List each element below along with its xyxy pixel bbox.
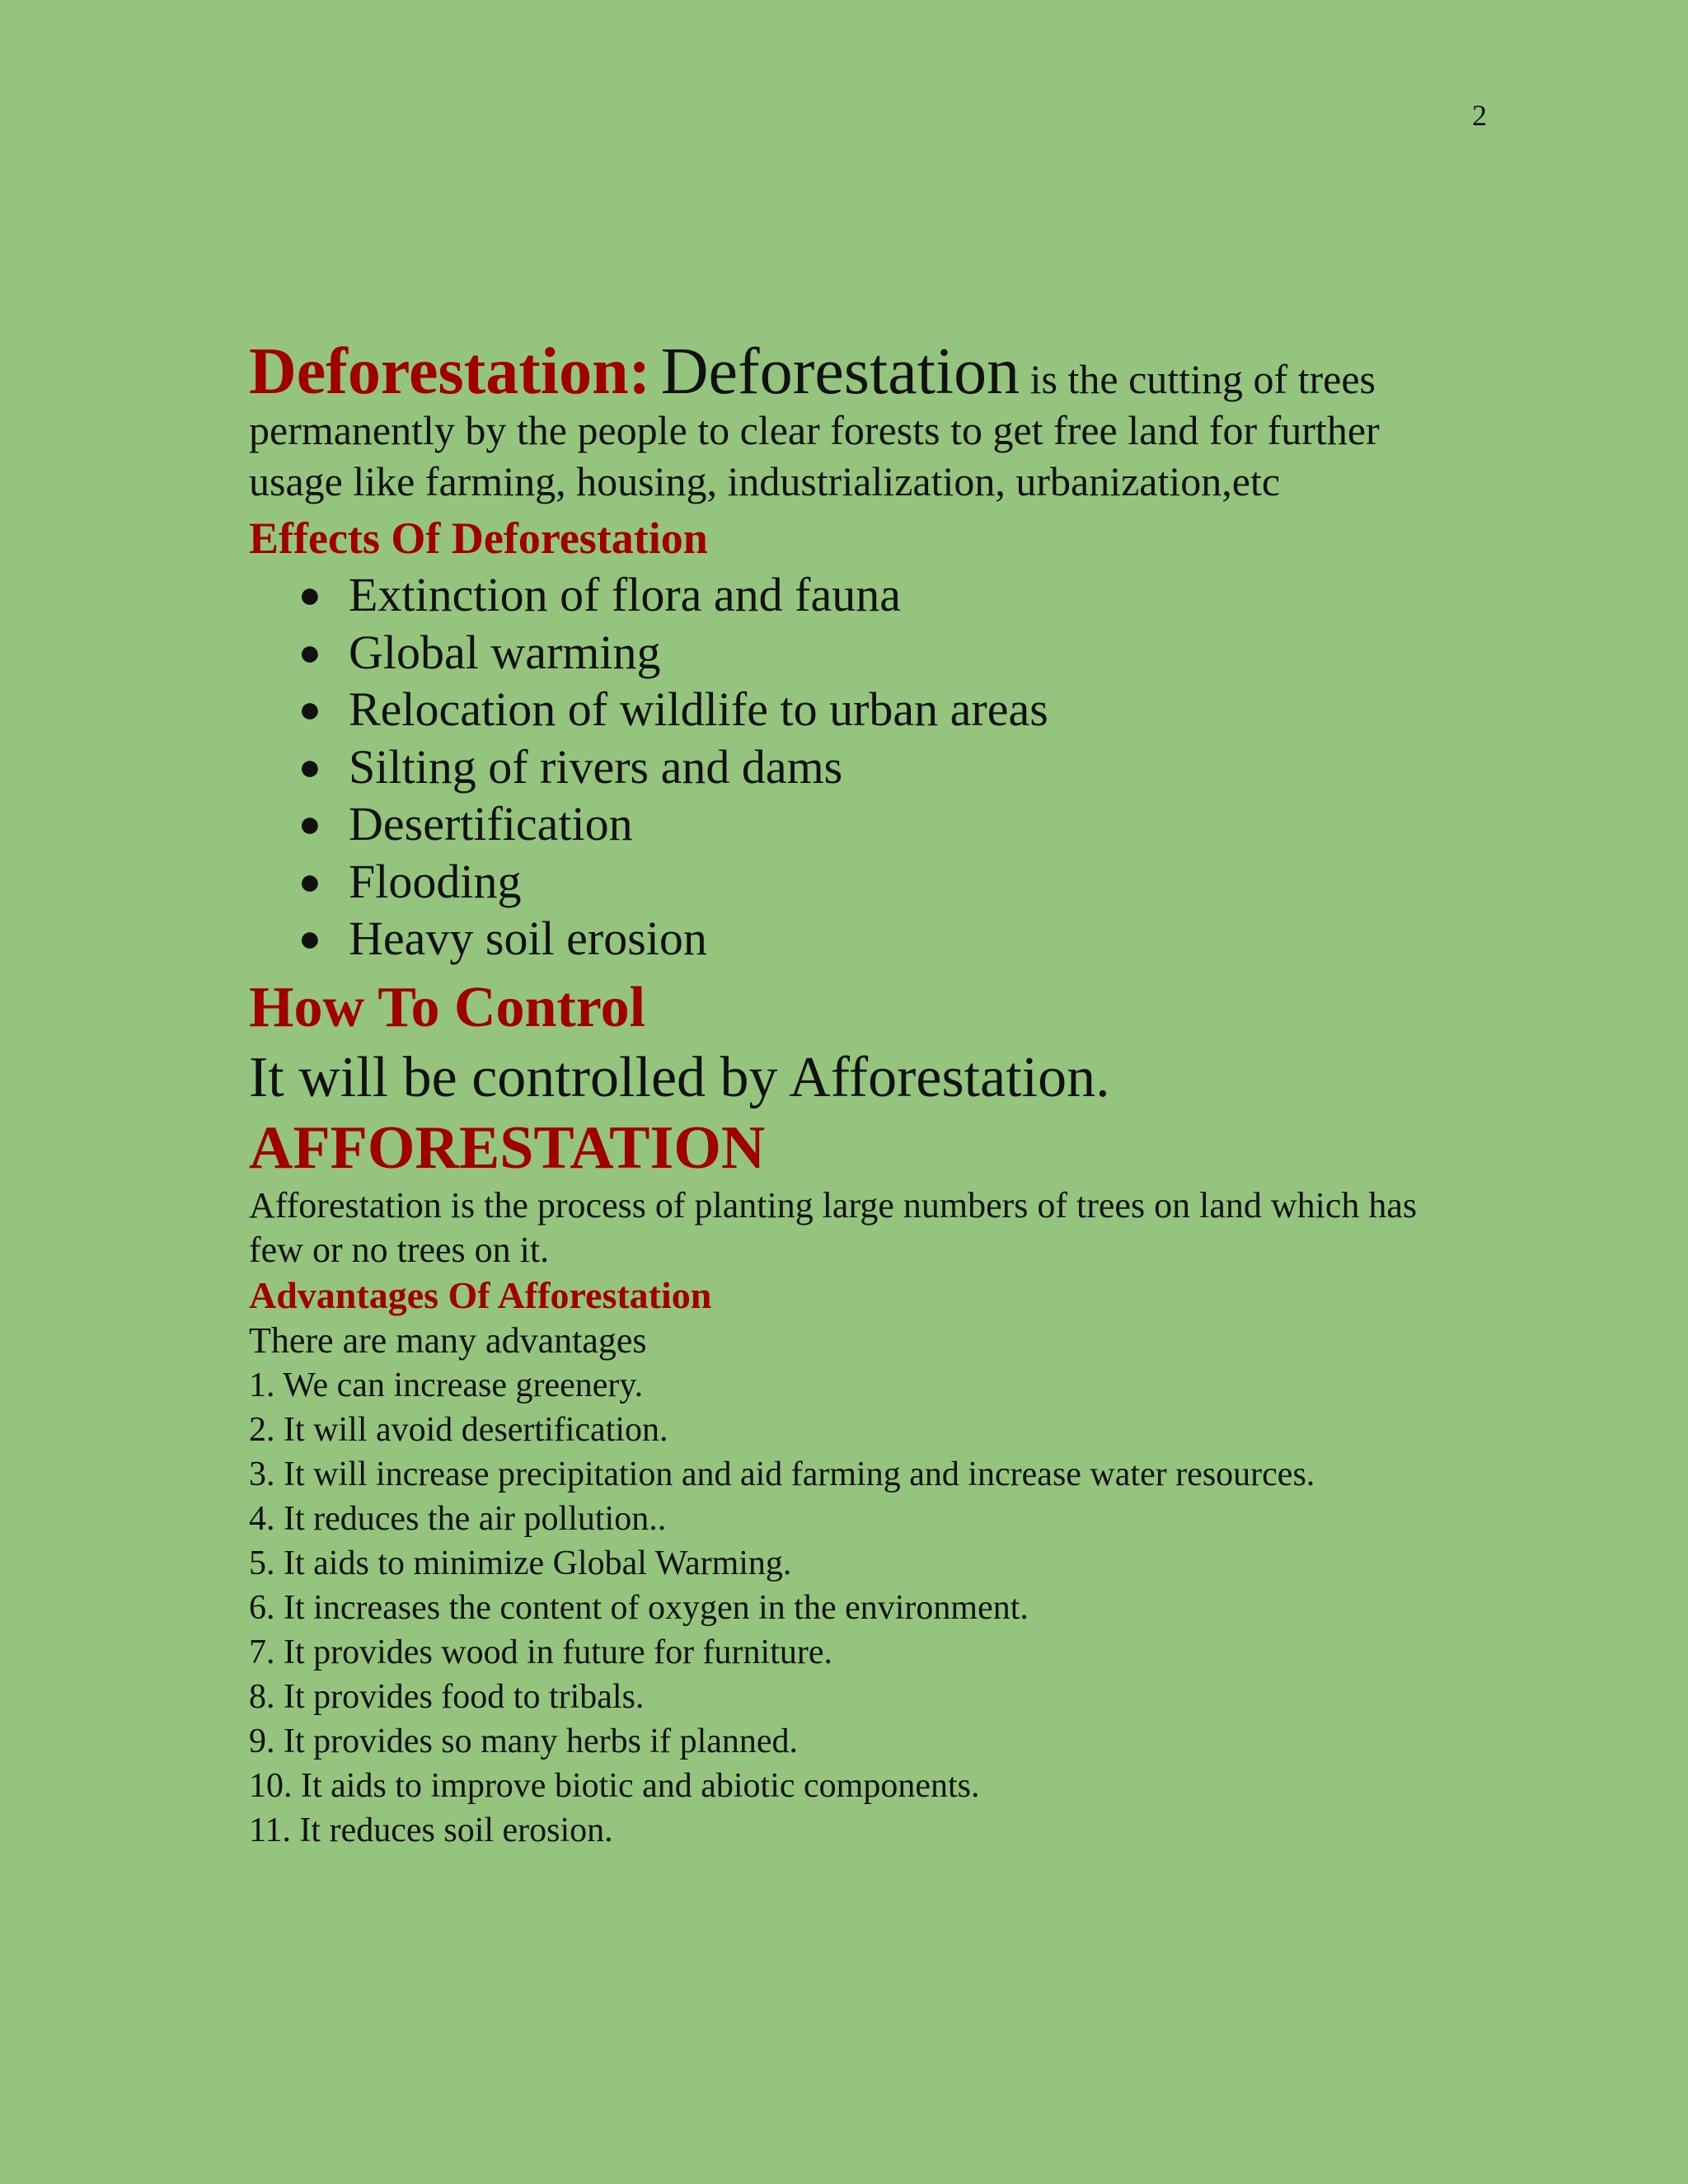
- advantages-list: [249, 1363, 1419, 1853]
- list-item: 8. It provides food to tribals.: [249, 1677, 645, 1716]
- effects-list: [249, 566, 1419, 968]
- control-heading: How To Control: [249, 975, 646, 1039]
- bullet-icon: ●: [298, 745, 321, 788]
- effect-text: Extinction of flora and fauna: [349, 568, 901, 621]
- list-item: [298, 853, 1419, 911]
- afforestation-definition: Afforestation is the process of planting large numbers of trees on land which has few or no trees on it.: [249, 1184, 1418, 1270]
- page-number: 2: [1472, 99, 1487, 132]
- list-item: [298, 566, 1419, 624]
- bullet-icon: ●: [298, 803, 321, 845]
- document-body: [249, 335, 1419, 1853]
- deforestation-intro: [249, 335, 1419, 507]
- list-item: [298, 624, 1419, 682]
- advantages-heading: Advantages Of Afforestation: [249, 1273, 712, 1316]
- list-item: [298, 681, 1419, 738]
- deforestation-term: Deforestation: [660, 335, 1020, 408]
- effect-text: Desertification: [349, 797, 633, 851]
- list-item: 3. It will increase precipitation and aid farming and increase water resources.: [249, 1455, 1315, 1493]
- effect-text: Silting of rivers and dams: [349, 739, 843, 794]
- effect-text: Heavy soil erosion: [349, 912, 707, 965]
- effect-text: Flooding: [349, 854, 522, 908]
- effect-text: Relocation of wildlife to urban areas: [349, 682, 1048, 736]
- afforestation-heading: AFFORESTATION: [249, 1113, 766, 1182]
- effect-text: Global warming: [349, 625, 661, 679]
- bullet-icon: ●: [298, 630, 321, 673]
- control-text: It will be controlled by Afforestation.: [249, 1045, 1110, 1109]
- effects-heading: Effects Of Deforestation: [249, 513, 708, 563]
- bullet-icon: ●: [298, 688, 321, 730]
- list-item: 9. It provides so many herbs if planned.: [249, 1722, 799, 1760]
- list-item: 7. It provides wood in future for furniture.: [249, 1633, 832, 1671]
- deforestation-definition-rest: trees permanently by the people to clear forests to get free land for further usage like farming, housing, industrialization, urbanization,etc: [249, 356, 1380, 504]
- bullet-icon: ●: [298, 574, 321, 616]
- list-item: [298, 795, 1419, 853]
- list-item: 5. It aids to minimize Global Warming.: [249, 1544, 792, 1582]
- list-item: 1. We can increase greenery.: [249, 1366, 644, 1404]
- list-item: 6. It increases the content of oxygen in the environment.: [249, 1588, 1029, 1627]
- list-item: [298, 738, 1419, 796]
- list-item: 4. It reduces the air pollution..: [249, 1499, 667, 1538]
- bullet-icon: ●: [298, 917, 321, 959]
- advantages-intro: There are many advantages: [249, 1319, 647, 1361]
- deforestation-definition-start: is the cutting of: [1020, 356, 1288, 402]
- bullet-icon: ●: [298, 860, 321, 902]
- list-item: 10. It aids to improve biotic and abiotic components.: [249, 1766, 980, 1805]
- list-item: [298, 910, 1419, 968]
- deforestation-label: Deforestation:: [249, 335, 651, 408]
- list-item: 11. It reduces soil erosion.: [249, 1811, 613, 1849]
- list-item: 2. It will avoid desertification.: [249, 1410, 668, 1449]
